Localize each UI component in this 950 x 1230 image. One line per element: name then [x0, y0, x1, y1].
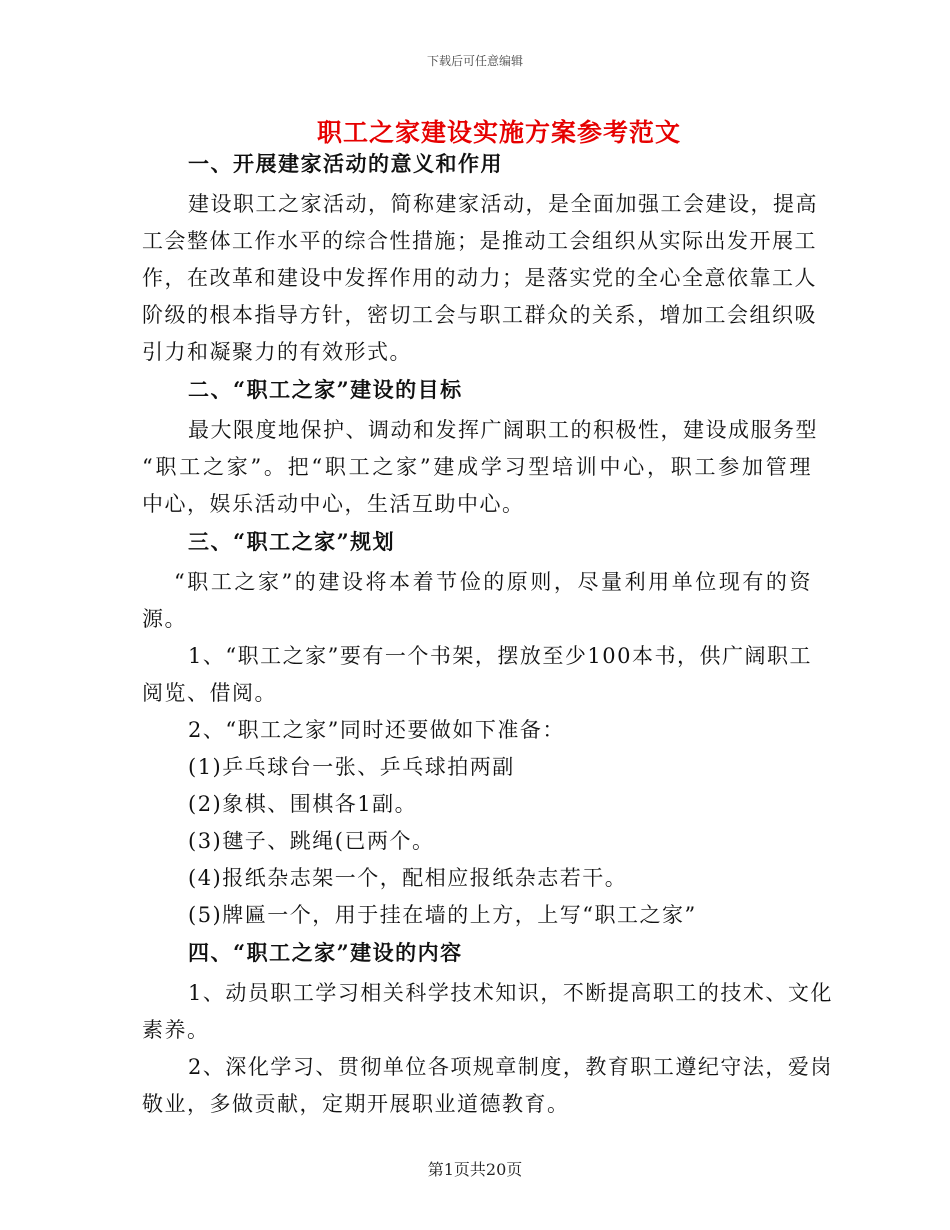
- sub-list-item: (4)报纸杂志架一个，配相应报纸杂志若干。: [188, 866, 628, 890]
- list-item: 2、深化学习、贯彻单位各项规章制度，教育职工遵纪守法，爱岗: [188, 1055, 833, 1079]
- paragraph-line: 阅览、借阅。: [142, 681, 277, 705]
- page-number: 第1页共20页: [427, 1160, 523, 1179]
- paragraph-line: 源。: [142, 607, 187, 631]
- document-title: 职工之家建设实施方案参考范文: [316, 118, 681, 147]
- list-item: 1、动员职工学习相关科学技术知识，不断提高职工的技术、文化: [188, 981, 833, 1005]
- paragraph-line: 引力和凝聚力的有效形式。: [142, 340, 412, 364]
- list-item: 2、“职工之家”同时还要做如下准备：: [188, 718, 565, 742]
- paragraph-line: 建设职工之家活动，简称建家活动，是全面加强工会建设，提高: [188, 192, 818, 216]
- page-header-note: 下载后可任意编辑: [426, 54, 523, 68]
- paragraph-line: “职工之家”。把“职工之家”建成学习型培训中心，职工参加管理: [142, 455, 812, 479]
- section-heading-3: 三、“职工之家”规划: [188, 529, 396, 554]
- paragraph-line: 中心，娱乐活动中心，生活互助中心。: [142, 492, 525, 516]
- list-item: 1、“职工之家”要有一个书架，摆放至少100本书，供广阔职工: [188, 644, 812, 668]
- paragraph-line: 敬业，多做贡献，定期开展职业道德教育。: [142, 1092, 570, 1116]
- paragraph-line: 素养。: [142, 1018, 210, 1042]
- document-body: [142, 150, 833, 1128]
- paragraph-line: 阶级的根本指导方针，密切工会与职工群众的关系，增加工会组织吸: [142, 303, 817, 327]
- section-heading-1: 一、开展建家活动的意义和作用: [188, 151, 503, 176]
- section-heading-2: 二、“职工之家”建设的目标: [188, 377, 463, 402]
- sub-list-item: (1)乒乓球台一张、乒乓球拍两副: [188, 755, 515, 779]
- paragraph-line: 最大限度地保护、调动和发挥广阔职工的积极性，建设成服务型: [188, 418, 818, 442]
- sub-list-item: (2)象棋、围棋各1副。: [188, 792, 418, 816]
- paragraph-line: 作，在改革和建设中发挥作用的动力；是落实党的全心全意依靠工人: [142, 266, 817, 290]
- section-heading-4: 四、“职工之家”建设的内容: [188, 940, 463, 965]
- sub-list-item: (5)牌匾一个，用于挂在墙的上方，上写“职工之家”: [188, 903, 697, 927]
- sub-list-item: (3)毽子、跳绳(已两个。: [188, 829, 435, 853]
- paragraph-line: “职工之家”的建设将本着节俭的原则，尽量利用单位现有的资: [174, 570, 812, 594]
- paragraph-line: 工会整体工作水平的综合性措施；是推动工会组织从实际出发开展工: [142, 229, 817, 253]
